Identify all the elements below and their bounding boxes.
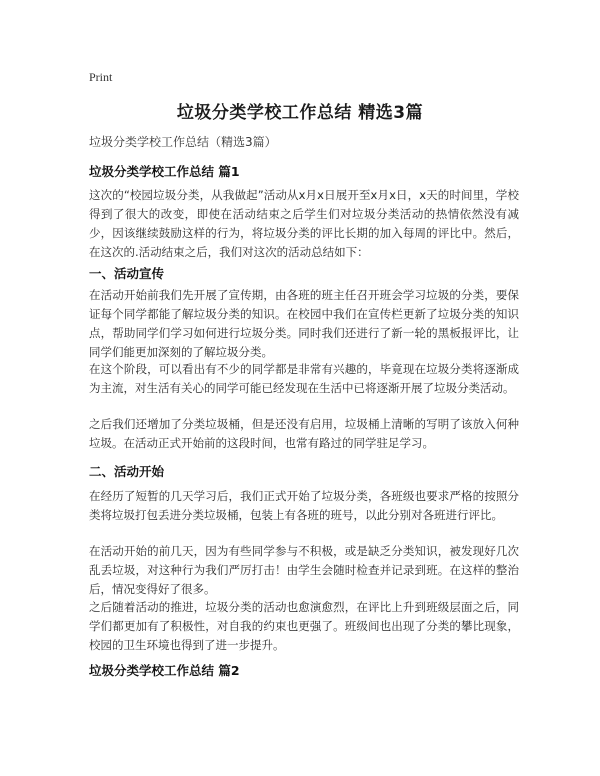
- document-title: 垃圾分类学校工作总结 精选3篇: [176, 103, 424, 123]
- section2-paragraph-3: 之后随着活动的推进，垃圾分类的活动也愈演愈烈，在评比上升到班级层面之后，同学们都更加有了积极性，对自我的约束也更强了。班级间也出现了分类的攀比现象，校园的卫生环境也得到了进一步提升。: [89, 600, 519, 652]
- article1-heading: 垃圾分类学校工作总结 篇1: [89, 164, 240, 179]
- section1-paragraph-2: 在这个阶段，可以看出有不少的同学都是非常有兴趣的，毕竟现在垃圾分类将逐渐成为主流，对生活有关心的同学可能已经发现在生活中已将逐渐开展了垃圾分类活动。: [89, 362, 519, 395]
- intro-paragraph: 这次的“校园垃圾分类，从我做起”活动从x月x日展开至x月x日，x天的时间里，学校得到了很大的改变，即使在活动结束之后学生们对垃圾分类活动的热情依然没有减少，因该继续鼓励这样的行为，将垃圾分类的评比长期的加入每周的评比中。然后，在这次的.活动结束之后，我们对这次的活动总结如下：: [89, 188, 519, 259]
- section2-heading: 二、活动开始: [89, 464, 165, 479]
- section1-heading: 一、活动宣传: [89, 266, 165, 281]
- section1-paragraph-3: 之后我们还增加了分类垃圾桶，但是还没有启用，垃圾桶上清晰的写明了该放入何种垃圾。在活动正式开始前的这段时间，也常有路过的同学驻足学习。: [89, 417, 519, 450]
- section2-paragraph-1: 在经历了短暂的几天学习后，我们正式开始了垃圾分类，各班级也要求严格的按照分类将垃圾打包丢进分类垃圾桶，包装上有各班的班号，以此分别对各班进行评比。: [89, 489, 519, 522]
- article2-heading: 垃圾分类学校工作总结 篇2: [89, 663, 240, 678]
- document-subtitle: 垃圾分类学校工作总结（精选3篇）: [89, 135, 277, 149]
- print-link[interactable]: Print: [89, 70, 113, 84]
- section1-paragraph-1: 在活动开始前我们先开展了宣传期，由各班的班主任召开班会学习垃圾的分类，要保证每个同学都能了解垃圾分类的知识。在校园中我们在宣传栏更新了垃圾分类的知识点，帮助同学们学习如何进行垃圾分类。同时我们还进行了新一轮的黑板报评比，让同学们能更加深刻的了解垃圾分类。: [89, 288, 519, 359]
- section2-paragraph-2: 在活动开始的前几天，因为有些同学参与不积极，或是缺乏分类知识，被发现好几次乱丢垃圾，对这种行为我们严厉打击！由学生会随时检查并记录到班。在这样的整治后，情况变得好了很多。: [89, 544, 519, 596]
